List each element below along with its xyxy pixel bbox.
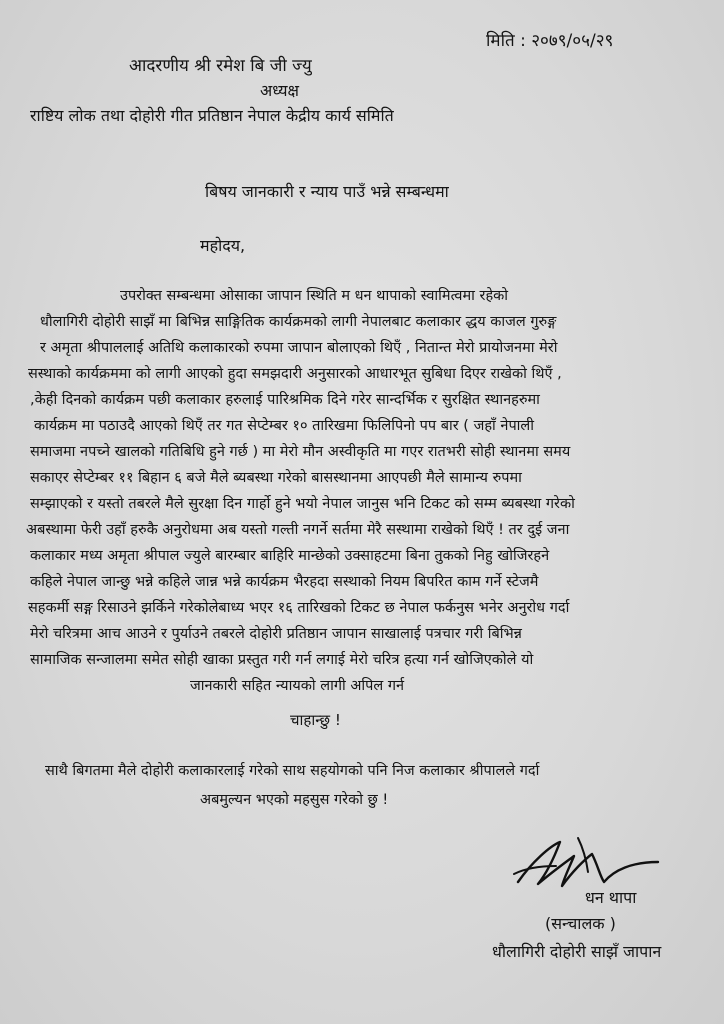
body-line: अबस्थामा फेरी उहाँ हरुकै अनुरोधमा अब यस्तो गल्ती नगर्ने सर्तमा मेरै सस्थामा राखेको थिएँ ! तर दुई जना	[26, 522, 570, 538]
body-line: कलाकार मध्य अमृता श्रीपाल ज्युले बारम्बार बाहिरि मान्छेको उक्साहटमा बिना तुकको निहु खोजिरहने	[30, 548, 550, 564]
body-line: कार्यक्रम मा पठाउदै आएको थिएँ तर गत सेप्टेम्बर १० तारिखमा फिलिपिनो पप बार ( जहाँ नेपाली	[34, 418, 535, 434]
body-line: सकाएर सेप्टेम्बर ११ बिहान ६ बजे मैले ब्यबस्था गरेको बासस्थानमा आएपछी मैले सामान्य रुपमा	[30, 470, 522, 486]
recipient-name: आदरणीय श्री रमेश बि जी ज्यु	[129, 56, 312, 76]
sender-organization: धौलागिरी दोहोरी साझँ जापान	[492, 942, 662, 961]
body-line: कहिले नेपाल जान्छु भन्ने कहिले जान्न भन्ने कार्यक्रम भैरहदा सस्थाको नियम बिपरित काम गर्ने स्टेजमै	[30, 574, 539, 590]
closing-line: अबमुल्यन भएको महसुस गरेको छु !	[200, 792, 389, 808]
recipient-title: अध्यक्ष	[260, 81, 299, 100]
body-line: जानकारी सहित न्यायको लागी अपिल गर्न	[190, 678, 405, 694]
date-line: मिति : २०७९/०५/२९	[486, 31, 614, 51]
sender-name: धन थापा	[585, 888, 637, 907]
body-line: समाजमा नपच्ने खालको गतिबिधि हुने गर्छ ) मा मेरो मौन अस्वीकृति मा गएर रातभरी सोही स्थानमा समय	[30, 444, 571, 460]
body-line: उपरोक्त सम्बन्धमा ओसाका जापान स्थिति म धन थापाको स्वामित्वमा रहेको	[120, 288, 509, 304]
salutation: महोदय,	[200, 236, 246, 255]
body-line: धौलागिरी दोहोरी साझँ मा बिभिन्न साङ्गितिक कार्यक्रमको लागी नेपालबाट कलाकार द्धय काजल गुरुङ्ग	[40, 314, 557, 330]
body-line: र अमृता श्रीपाललाई अतिथि कलाकारको रुपमा जापान बोलाएको थिएँ , नितान्त मेरो प्रायोजनमा मेरो	[40, 340, 558, 356]
subject-line: बिषय जानकारी र न्याय पाउँ भन्ने सम्बन्धमा	[205, 182, 449, 201]
recipient-organization: राष्टिय लोक तथा दोहोरी गीत प्रतिष्ठान नेपाल केद्रीय कार्य समिति	[30, 106, 394, 125]
sender-role: (सन्चालक )	[545, 914, 616, 933]
body-line: सस्थाको कार्यक्रममा को लागी आएको हुदा समझदारी अनुसारको आधारभूत सुबिधा दिएर राखेको थिएँ ,	[28, 366, 562, 382]
closing-line: साथै बिगतमा मैले दोहोरी कलाकारलाई गरेको साथ सहयोगको पनि निज कलाकार श्रीपालले गर्दा	[45, 763, 540, 779]
body-line: सामाजिक सन्जालमा समेत सोही खाका प्रस्तुत गरी गर्न लगाई मेरो चरित्र हत्या गर्न खोजिएकोले यो	[30, 652, 534, 668]
body-line: सहकर्मी सङ्ग रिसाउने झर्किने गरेकोलेबाध्य भएर १६ तारिखको टिकट छ नेपाल फर्कनुस भनेर अनुरोध गर्दा	[28, 600, 570, 616]
body-line: चाहान्छु !	[290, 711, 341, 729]
body-line: मेरो चरित्रमा आच आउने र पुर्याउने तबरले दोहोरी प्रतिष्ठान जापान साखालाई पत्रचार गरी बिभिन्न	[30, 626, 522, 642]
body-line: सम्झाएको र यस्तो तबरले मैले सुरक्षा दिन गार्हो हुने भयो नेपाल जानुस भनि टिकट को सम्म ब्यबस्था गरेको	[30, 496, 575, 512]
body-line: ,केही दिनको कार्यक्रम पछी कलाकार हरुलाई पारिश्रमिक दिने गरेर सान्दर्भिक र सुरक्षित स्थानहरुमा	[30, 392, 540, 408]
